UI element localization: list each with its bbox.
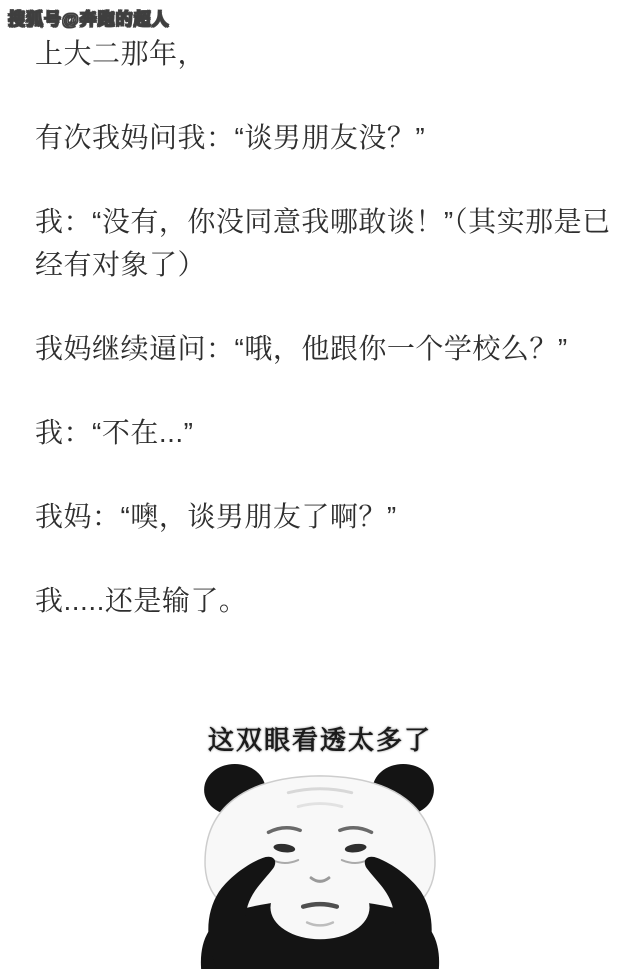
panda-head-meme-icon (170, 759, 470, 969)
story-paragraph: 我妈继续逼问：“哦，他跟你一个学校么？” (35, 333, 568, 364)
story-paragraph: 我：“不在...” (35, 417, 194, 448)
story-paragraph: 我.....还是输了。 (35, 585, 248, 616)
story-paragraph: 有次我妈问我：“谈男朋友没？” (35, 122, 426, 153)
meme-figure (0, 720, 640, 969)
story-paragraph: 我妈：“噢，谈男朋友了啊？” (35, 501, 397, 532)
watermark-sohu-account: 搜狐号@奔跑的超人 (8, 10, 170, 29)
meme-caption: 这双眼看透太多了 (207, 725, 432, 755)
story-paragraph: 上大二那年， (35, 38, 207, 69)
story-text (35, 32, 613, 663)
story-paragraph: 我：“没有，你没同意我哪敢谈！”（其实那是已经有对象了） (35, 206, 611, 280)
